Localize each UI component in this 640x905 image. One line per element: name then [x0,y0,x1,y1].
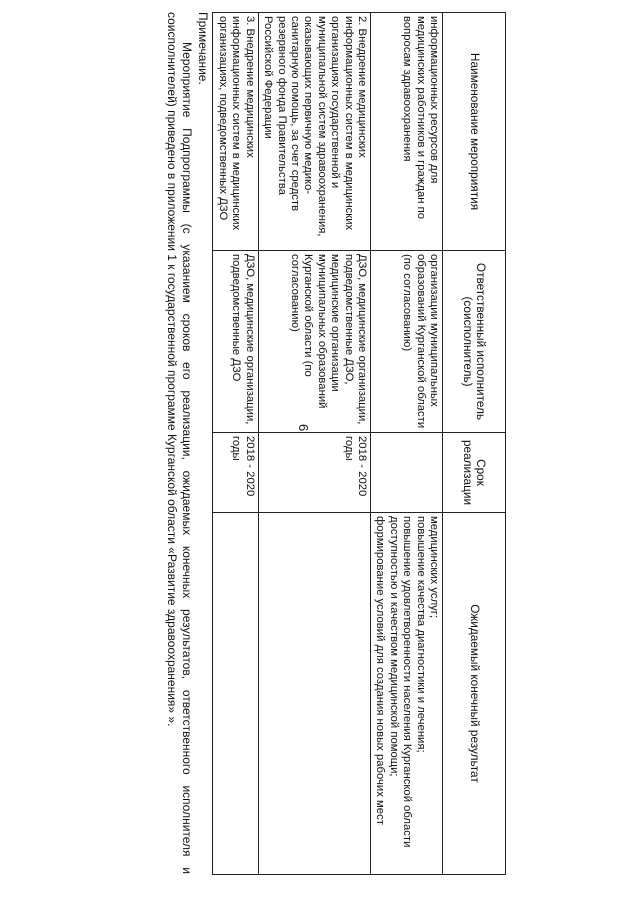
term-cell [370,433,442,513]
header-measure-name: Наименование мероприятия [443,13,506,251]
rotated-sheet [146,12,506,884]
header-term: Срок реализации [443,433,506,513]
header-result: Ожидаемый конечный результат [443,513,506,875]
table-row [213,13,258,875]
page-number: 6 [296,424,311,432]
executor-cell: ДЗО, медицинские организации, подведомственные ДЗО [213,251,258,433]
result-cell [370,513,442,875]
table-header-row [443,13,506,875]
term-cell: 2018 - 2020 годы [213,433,258,513]
measures-table [213,12,507,875]
result-cell [213,513,258,875]
result-line: формирование условий для создания новых рабочих мест [374,516,387,825]
measure-name-cell: информационных ресурсов для медицинских работников и граждан по вопросам здравоохранения [370,13,442,251]
executor-cell: ДЗО, медицинские организации, подведомственные ДЗО, медицинские организации муниципальных образований Курганской области (по согласованию) [258,251,370,433]
term-cell: 2018 - 2020 годы [258,433,370,513]
measure-name-cell: 2. Внедрение медицинских информационных систем в медицинских организациях государственной и муниципальной систем здравоохранения, оказывающих первичную медико-санитарную помощь, за счет средств резервного фонда Правительства Российской Федерации [258,13,370,251]
result-line: повышение качества диагностики и лечения; [414,516,427,753]
note-block [164,12,211,874]
measure-name-cell: 3. Внедрение медицинских информационных систем в медицинских организациях, подведомственных ДЗО [213,13,258,251]
header-executor: Ответственный исполнитель (соисполнитель) [443,251,506,433]
note-text: Мероприятие Подпрограммы (с указанием сроков его реализации, ожидаемых конечных результатов, ответственного исполнителя и соисполнителей) приведено в приложении 1 к государственной программе Курганской области «Развитие здравоохранения» ». [165,12,195,874]
result-cell [258,513,370,875]
executor-cell: организации муниципальных образований Курганской области (по согласованию) [370,251,442,433]
table-row [258,13,370,875]
table-row [370,13,442,875]
note-title: Примечание. [196,12,210,85]
result-line: повышение удовлетворенности населения Курганской области доступностью и качеством медицинской помощи; [387,516,414,848]
result-line: медицинских услуг; [428,516,440,619]
